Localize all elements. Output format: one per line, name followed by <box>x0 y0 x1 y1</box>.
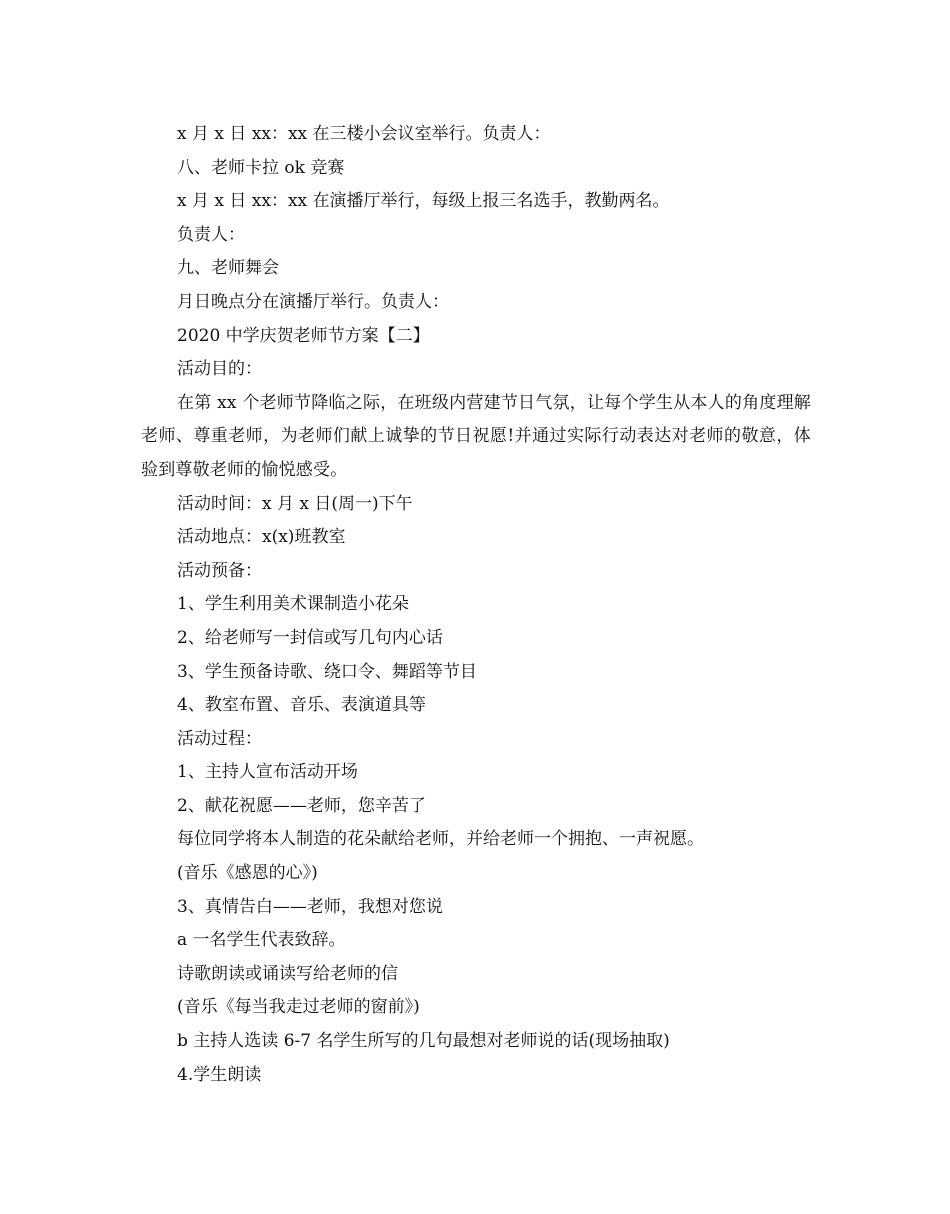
text-line: (音乐《感恩的心》) <box>177 863 318 884</box>
text-line: 负责人： <box>177 224 245 245</box>
document-body <box>141 118 811 1092</box>
text-line: 活动时间：x 月 x 日(周一)下午 <box>177 493 413 514</box>
text-line: a 一名学生代表致辞。 <box>177 930 346 951</box>
list-item: 1、主持人宣布活动开场 <box>177 762 358 783</box>
text-line: x 月 x 日 xx：xx 在三楼小会议室举行。负责人： <box>177 124 551 144</box>
section-heading: 八、老师卡拉 ok 竞赛 <box>177 157 345 178</box>
list-item: 3、真情告白——老师，我想对您说 <box>177 896 443 917</box>
text-line: 诗歌朗读或诵读写给老师的信 <box>177 963 398 984</box>
list-item: 3、学生预备诗歌、绕口令、舞蹈等节目 <box>177 661 477 682</box>
section-heading: 活动预备： <box>177 560 262 581</box>
text-line: 活动地点：x(x)班教室 <box>177 527 346 548</box>
text-line: 月日晚点分在演播厅举行。负责人： <box>177 291 449 312</box>
list-item: 4.学生朗读 <box>177 1064 262 1085</box>
section-heading: 九、老师舞会 <box>177 258 279 279</box>
list-item: 4、教室布置、音乐、表演道具等 <box>177 695 426 716</box>
section-heading: 活动过程： <box>177 728 262 749</box>
purpose-paragraph: 在第 xx 个老师节降临之际，在班级内营建节日气氛，让每个学生从本人的角度理解老师、尊重老师，为老师们献上诚挚的节日祝愿!并通过实际行动表达对老师的敬意，体验到尊敬老师的愉悦感受。 <box>141 392 811 480</box>
text-line: (音乐《每当我走过老师的窗前》) <box>177 997 420 1018</box>
text-line: 每位同学将本人制造的花朵献给老师，并给老师一个拥抱、一声祝愿。 <box>177 829 704 850</box>
document-title: 2020 中学庆贺老师节方案【二】 <box>177 325 430 346</box>
text-line: x 月 x 日 xx：xx 在演播厅举行，每级上报三名选手，教勤两名。 <box>177 191 670 212</box>
list-item: 2、给老师写一封信或写几句内心话 <box>177 627 443 648</box>
section-heading: 活动目的： <box>177 359 262 380</box>
text-line: b 主持人选读 6-7 名学生所写的几句最想对老师说的话(现场抽取) <box>177 1031 670 1052</box>
list-item: 1、学生利用美术课制造小花朵 <box>177 594 409 615</box>
list-item: 2、献花祝愿——老师，您辛苦了 <box>177 795 426 816</box>
